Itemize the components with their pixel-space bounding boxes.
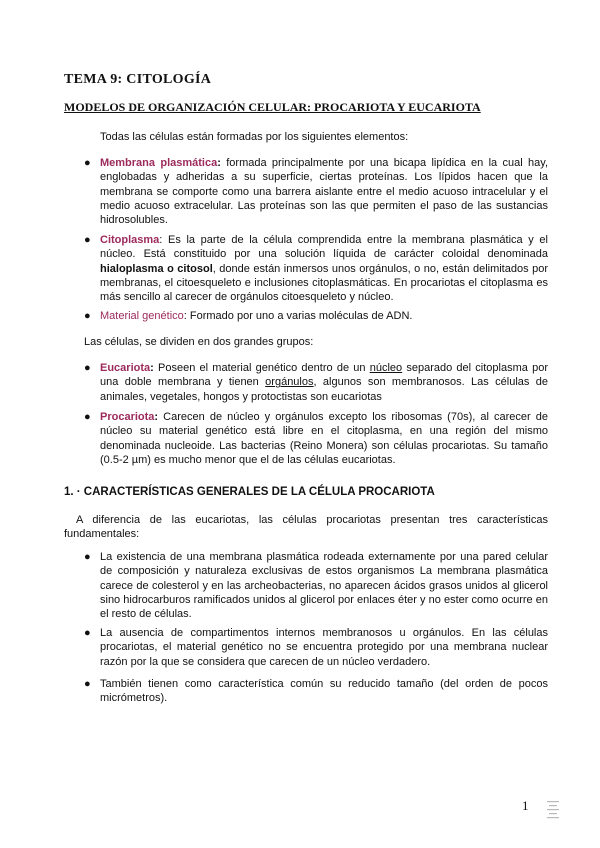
bullet-icon: ● (84, 234, 91, 246)
page-title: TEMA 9: CITOLOGÍA (64, 72, 212, 87)
section-heading: 1. · CARACTERÍSTICAS GENERALES DE LA CÉLULA PROCARIOTA (64, 486, 435, 498)
bullet-icon: ● (84, 411, 91, 423)
list-item-citoplasma (84, 233, 548, 304)
list-item-procariota (84, 410, 548, 467)
list-item-eucariota (84, 361, 548, 404)
list-item-text: La existencia de una membrana plasmática rodeada externamente por una pared celular de composición y naturaleza exclusivas de estos organismos La membrana plasmática carece de colesterol y en las archeobacterias, no aparecen ácidos grasos unidos al glicerol sino hidrocarburos ramificados unidos al glicerol por enlaces éter y no ester como ocurre en el resto de células. (100, 551, 548, 621)
list-item-text: La ausencia de compartimentos internos membranosos u orgánulos. En las células procariotas, el material genético no se encuentra protegido por una membrana nuclear razón por la que se considera que carecen de un núcleo verdadero. (100, 627, 548, 668)
bullet-icon: ● (84, 362, 91, 374)
bullet-icon: ● (84, 678, 91, 690)
term-eucariota: Eucariota (100, 362, 151, 374)
list-item-text: Membrana plasmática: formada principalmente por una bicapa lipídica en la cual hay, englobadas y adheridas a su superficie, ciertas proteínas. Los lípidos hacen que la membrana se comporte como una barrera aislante entre el medio acuoso intracelular y el medio acuoso extracelular. Las proteínas son las que permiten el paso de las sustancias hidrosolubles. (100, 157, 548, 227)
list-item-characteristic-2 (84, 626, 548, 669)
intro-paragraph: Todas las células están formadas por los siguientes elementos: (100, 131, 409, 143)
section-subtitle: MODELOS DE ORGANIZACIÓN CELULAR: PROCARIOTA Y EUCARIOTA (64, 100, 481, 114)
bullet-icon: ● (84, 157, 91, 169)
list-item-text: Citoplasma: Es la parte de la célula comprendida entre la membrana plasmática y el núcleo. Está constituido por una solución líquida de carácter coloidal denominada hialoplasma o citosol, donde están inmersos unos orgánulos, o no, están delimitados por membranas, el citoesqueleto e inclusiones citoplasmáticas. En procariotas el citoplasma es más sencillo al carecer de orgánulos citoesqueleto y núcleo. (100, 234, 548, 304)
list-item-membrana (84, 156, 548, 227)
list-item-characteristic-1 (84, 550, 548, 621)
term-procariota: Procariota (100, 411, 155, 423)
term-hialoplasma: hialoplasma o citosol (100, 262, 213, 275)
section-intro: A diferencia de las eucariotas, las células procariotas presentan tres características fundamentales: (64, 514, 548, 541)
list-item-text: Procariota: Carecen de núcleo y orgánulos excepto los ribosomas (70s), al carecer de núcleo su material genético está libre en el citoplasma, en una región del mismo denominada nucleoide. Las bacterias (Reino Monera) son células procariotas. Su tamaño (0.5-2 µm) es mucho menor que el de las células eucariotas. (100, 411, 548, 466)
term-citoplasma: Citoplasma (100, 234, 160, 246)
page-number: 1 (522, 798, 529, 813)
bullet-icon: ● (84, 551, 91, 563)
list-item-characteristic-3 (84, 677, 548, 706)
groups-intro: Las células, se dividen en dos grandes grupos: (84, 336, 314, 348)
list-item-text: También tienen como característica común su reducido tamaño (del orden de pocos micrómetros). (100, 678, 548, 705)
term-material-genetico: Material genético (100, 310, 184, 322)
list-item-text: Material genético: Formado por uno a varias moléculas de ADN. (100, 310, 413, 322)
term-membrana: Membrana plasmática (100, 157, 218, 169)
bullet-icon: ● (84, 310, 91, 322)
document-lines-icon (546, 800, 560, 822)
list-item-material-genetico (84, 309, 548, 323)
bullet-icon: ● (84, 627, 91, 639)
list-item-text: Eucariota: Poseen el material genético dentro de un núcleo separado del citoplasma por una doble membrana y tienen orgánulos, algunos son membranosos. Las células de animales, vegetales, hongos y protoctistas son eucariotas (100, 362, 548, 403)
